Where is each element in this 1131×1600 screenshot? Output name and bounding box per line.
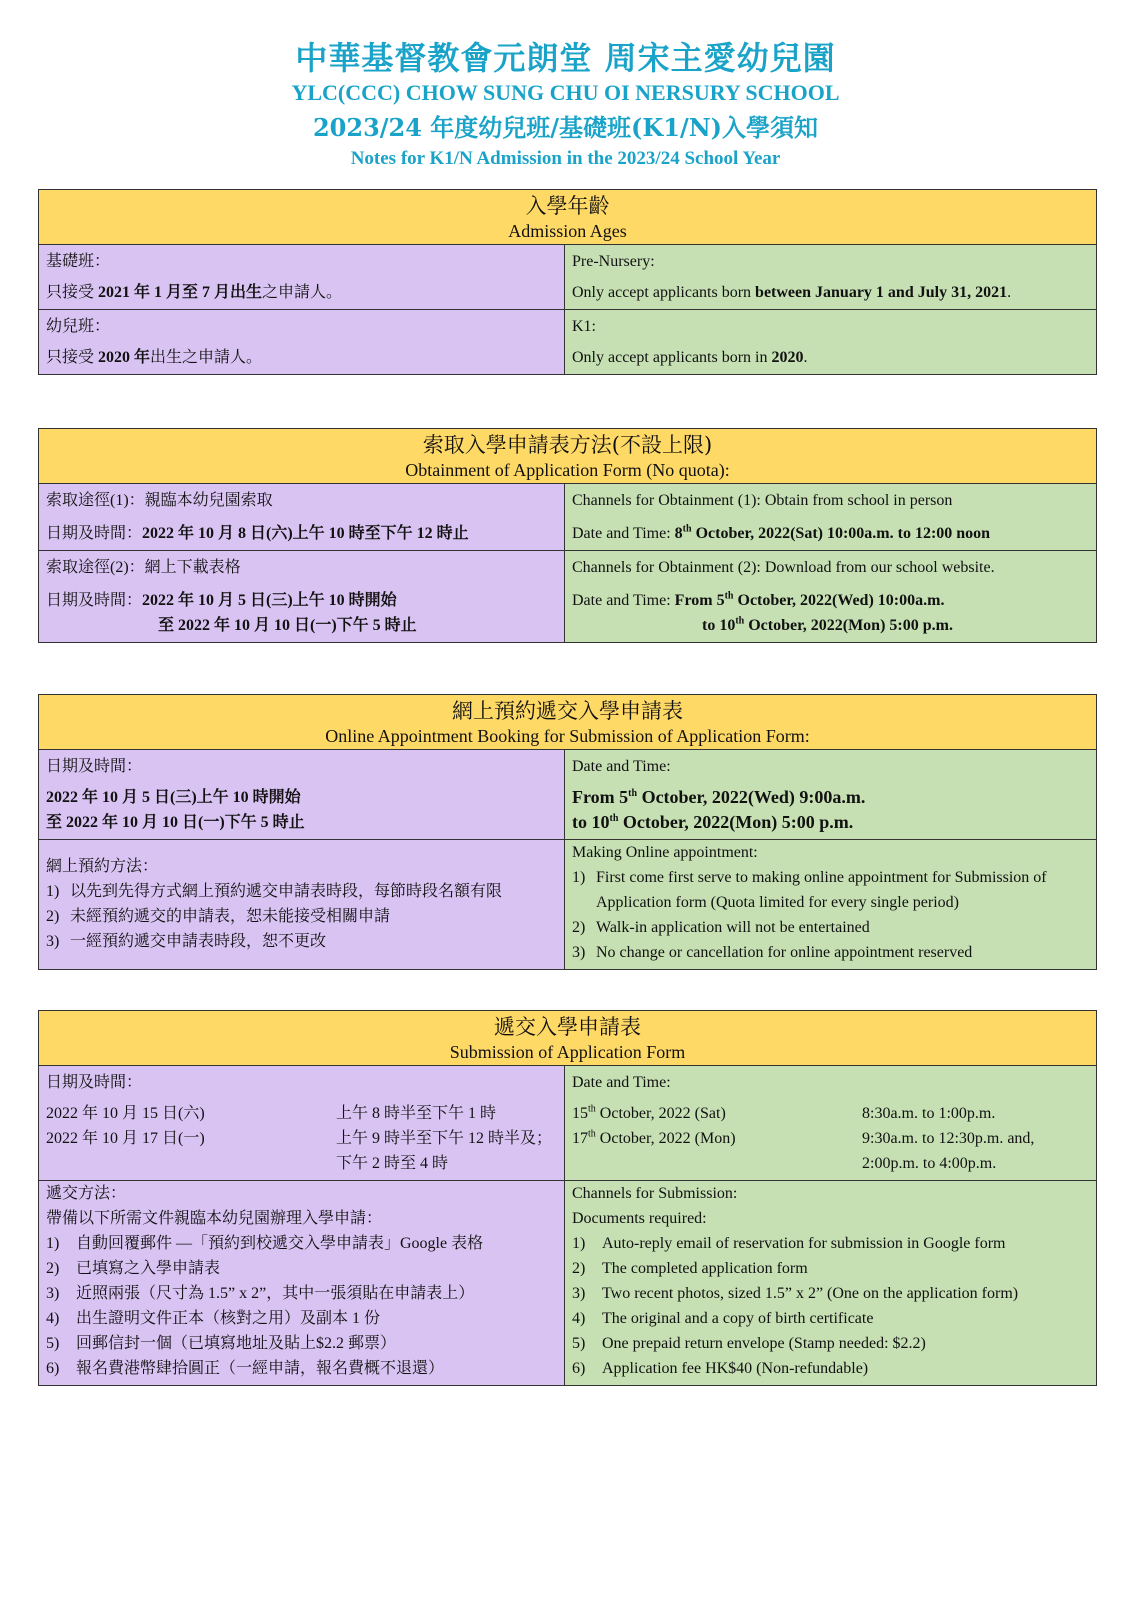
left-cell	[39, 750, 565, 839]
row-datetime-cont: 至 2022 年 10 月 10 日(一)下午 5 時止	[46, 814, 305, 831]
row-label: 索取途徑(1)：親臨本幼兒園索取	[46, 492, 273, 509]
list-item: 3) 近照兩張（尺寸為 1.5” x 2”，其中一張須貼在申請表上）	[46, 1285, 475, 1302]
list-item: 3) No change or cancellation for online appointment reserved	[572, 944, 973, 961]
table-row	[39, 1066, 1096, 1180]
row-text: Only accept applicants born between January 1 and July 31, 2021.	[572, 284, 1012, 301]
row-label: 索取途徑(2)：網上下載表格	[46, 559, 241, 576]
row-datetime: Date and Time: 8th October, 2022(Sat) 10:00a.m. to 12:00 noon	[572, 523, 991, 542]
list-item: 5) 回郵信封一個（已填寫地址及貼上$2.2 郵票）	[46, 1335, 397, 1352]
list-item: 1) 自動回覆郵件 —「預約到校遞交入學申請表」Google 表格	[46, 1235, 484, 1252]
row-label: Making Online appointment:	[572, 844, 758, 861]
left-cell	[39, 551, 565, 642]
right-cell	[565, 750, 1096, 839]
document-header	[0, 0, 1131, 172]
right-cell	[565, 484, 1096, 550]
section-title-zh: 網上預約遞交入學申請表	[452, 699, 683, 723]
section-title-en: Submission of Application Form	[449, 1042, 686, 1062]
row-label: Date and Time:	[572, 1074, 671, 1091]
row-datetime: 日期及時間：2022 年 10 月 5 日(三)上午 10 時開始	[46, 592, 397, 609]
row-label: Channels for Obtainment (2): Download from our school website.	[572, 559, 995, 576]
row-text: 只接受 2020 年出生之申請人。	[46, 349, 263, 366]
list-item: 6) 報名費港幣肆拾圓正（一經申請，報名費概不退還）	[46, 1360, 445, 1377]
section-online-appointment	[38, 694, 1097, 970]
right-cell	[565, 1181, 1096, 1385]
list-item: 5) One prepaid return envelope (Stamp needed: $2.2)	[572, 1335, 926, 1352]
list-item: 4) 出生證明文件正本（核對之用）及副本 1 份	[46, 1310, 381, 1327]
table-row	[39, 750, 1096, 839]
row-datetime-cont: to 10th October, 2022(Mon) 5:00 p.m.	[702, 615, 953, 634]
section-title-zh: 遞交入學申請表	[494, 1015, 641, 1039]
list-item: 4) The original and a copy of birth certificate	[572, 1310, 874, 1327]
list-item: 2) The completed application form	[572, 1260, 808, 1277]
section-title-zh: 入學年齡	[525, 194, 610, 218]
row-datetime: 日期及時間：2022 年 10 月 8 日(六)上午 10 時至下午 12 時止	[46, 525, 469, 542]
notice-title-en: Notes for K1/N Admission in the 2023/24 School Year	[350, 148, 781, 169]
notice-title-zh: 2023/24 年度幼兒班/基礎班(K1/N)入學須知	[312, 113, 819, 142]
section-obtain-form	[38, 428, 1097, 643]
list-item: 6) Application fee HK$40 (Non-refundable)	[572, 1360, 869, 1377]
schedule-row: 15th October, 2022 (Sat) 8:30a.m. to 1:00p.m.	[572, 1103, 996, 1122]
list-item: 1) Auto-reply email of reservation for submission in Google form	[572, 1235, 1006, 1252]
left-cell	[39, 245, 565, 309]
schedule-row: 2022 年 10 月 15 日(六) 上午 8 時半至下午 1 時	[46, 1105, 497, 1122]
row-datetime: From 5th October, 2022(Wed) 9:00a.m.	[572, 787, 866, 807]
row-label: Date and Time:	[572, 758, 671, 775]
table-row	[39, 1180, 1096, 1385]
table-row	[39, 484, 1096, 550]
row-label: 網上預約方法：	[46, 858, 159, 875]
row-label: Channels for Submission:	[572, 1185, 738, 1202]
school-name-en: YLC(CCC) CHOW SUNG CHU OI NERSURY SCHOOL	[291, 80, 840, 105]
row-label: Documents required:	[572, 1210, 707, 1227]
row-label: 基礎班：	[46, 253, 111, 270]
list-item: 2) 未經預約遞交的申請表，恕未能接受相關申請	[46, 908, 391, 925]
list-item: 3) Two recent photos, sized 1.5” x 2” (One on the application form)	[572, 1285, 1019, 1302]
section-heading	[39, 429, 1096, 484]
left-cell	[39, 840, 565, 969]
list-item: 3) 一經預約遞交申請表時段，恕不更改	[46, 933, 327, 950]
section-heading	[39, 1011, 1096, 1066]
table-row	[39, 839, 1096, 969]
right-cell	[565, 551, 1096, 642]
row-label: Channels for Obtainment (1): Obtain from school in person	[572, 492, 953, 509]
left-cell	[39, 310, 565, 374]
row-label: 日期及時間：	[46, 758, 143, 775]
section-submission	[38, 1010, 1097, 1386]
schedule-row: 2022 年 10 月 17 日(一) 上午 9 時半至下午 12 時半及；下午 2 時至 4 時	[46, 1130, 553, 1172]
row-datetime-cont: 至 2022 年 10 月 10 日(一)下午 5 時止	[158, 617, 417, 634]
left-cell	[39, 1181, 565, 1385]
row-datetime-cont: to 10th October, 2022(Mon) 5:00 p.m.	[572, 812, 854, 832]
section-admission-ages	[38, 189, 1097, 375]
section-heading	[39, 190, 1096, 245]
list-item: 2) Walk-in application will not be entertained	[572, 919, 870, 936]
schedule-row: 17th October, 2022 (Mon) 9:30a.m. to 12:30p.m. and, 2:00p.m. to 4:00p.m.	[572, 1128, 1035, 1172]
table-row	[39, 309, 1096, 374]
left-cell	[39, 484, 565, 550]
row-label: 日期及時間：	[46, 1074, 143, 1091]
row-label: K1:	[572, 318, 596, 335]
table-row	[39, 245, 1096, 309]
row-datetime: 2022 年 10 月 5 日(三)上午 10 時開始	[46, 789, 301, 806]
right-cell	[565, 310, 1096, 374]
list-item: 1) First come first serve to making online appointment for Submission of Application form (Quota limited for every single period)	[572, 869, 1047, 911]
row-text: 只接受 2021 年 1 月至 7 月出生之申請人。	[46, 284, 343, 301]
row-label: 帶備以下所需文件親臨本幼兒園辦理入學申請：	[46, 1210, 383, 1227]
row-datetime: Date and Time: From 5th October, 2022(Wed) 10:00a.m.	[572, 590, 945, 609]
section-heading	[39, 695, 1096, 750]
section-title-zh: 索取入學申請表方法(不設上限)	[422, 433, 713, 457]
right-cell	[565, 245, 1096, 309]
right-cell	[565, 840, 1096, 969]
list-item: 2) 已填寫之入學申請表	[46, 1260, 221, 1277]
section-title-en: Obtainment of Application Form (No quota):	[405, 460, 730, 480]
row-label: 遞交方法：	[46, 1185, 127, 1202]
row-label: Pre-Nursery:	[572, 253, 655, 270]
row-label: 幼兒班：	[46, 318, 111, 335]
table-row	[39, 550, 1096, 642]
row-text: Only accept applicants born in 2020.	[572, 349, 808, 366]
school-name-zh: 中華基督教會元朗堂 周宋主愛幼兒園	[295, 39, 836, 77]
left-cell	[39, 1066, 565, 1180]
section-title-en: Admission Ages	[508, 221, 627, 241]
list-item: 1) 以先到先得方式網上預約遞交申請表時段，每節時段名額有限	[46, 883, 503, 900]
right-cell	[565, 1066, 1096, 1180]
section-title-en: Online Appointment Booking for Submission of Application Form:	[325, 726, 810, 746]
